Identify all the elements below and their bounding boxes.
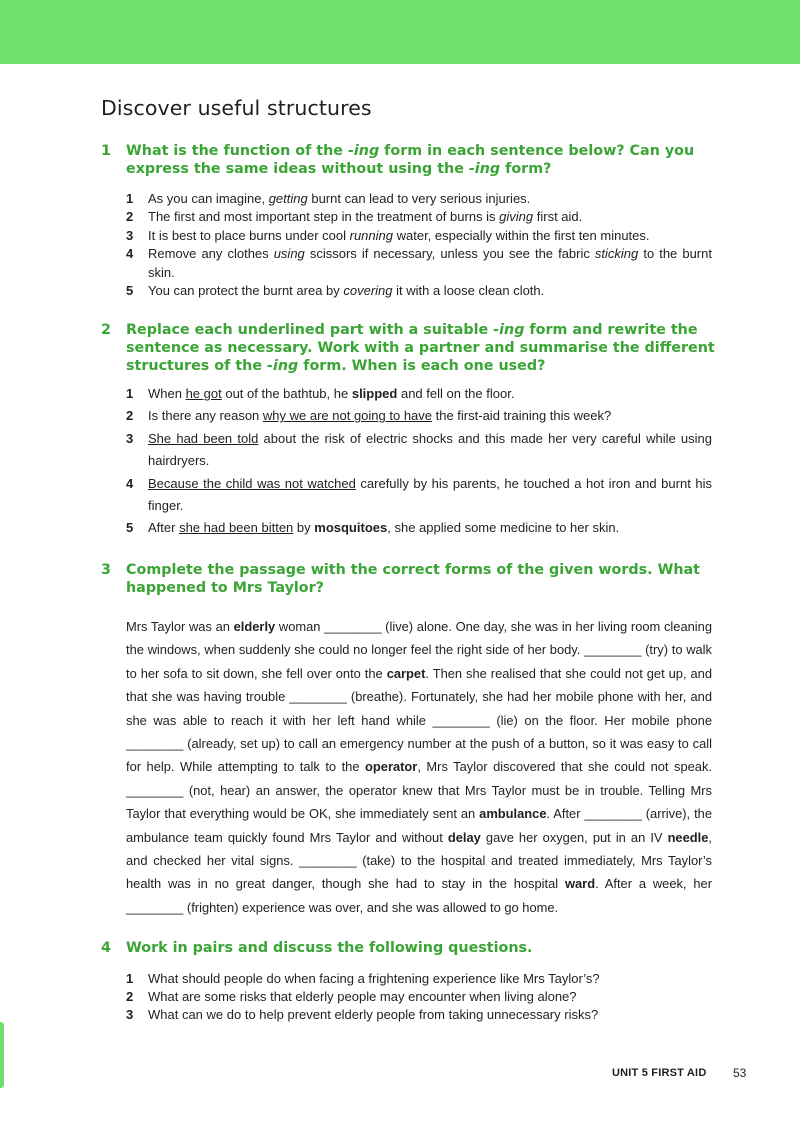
exercise-1-items xyxy=(126,190,712,300)
page-number: 53 xyxy=(733,1066,747,1080)
list-item: 3 It is best to place burns under cool running water, especially within the first ten minutes. xyxy=(126,227,650,243)
exercise-number: 1 xyxy=(101,143,111,159)
list-item: 1 What should people do when facing a frightening experience like Mrs Taylor’s? xyxy=(126,971,600,986)
list-item: 2 What are some risks that elderly people may encounter when living alone? xyxy=(126,989,577,1004)
list-item: 2 Is there any reason why we are not going to have the first-aid training this week? xyxy=(126,408,612,424)
page-title: Discover useful structures xyxy=(101,96,372,120)
list-item: 4 Because the child was not watched carefully by his parents, he touched a hot iron and burnt his finger. xyxy=(126,475,712,514)
exercise-number: 2 xyxy=(101,322,111,338)
exercise-instruction: Replace each underlined part with a suitable -ing form and rewrite the sentence as necessary. Work with a partner and summarise the different structures of the -ing form. When is each one used? xyxy=(126,322,715,374)
side-tab-marker xyxy=(0,1022,4,1088)
list-item: 1 As you can imagine, getting burnt can lead to very serious injuries. xyxy=(126,191,531,206)
list-item: 3 What can we do to help prevent elderly people from taking unnecessary risks? xyxy=(126,1007,599,1022)
exercise-number: 3 xyxy=(101,562,111,578)
exercise-number: 4 xyxy=(101,940,111,956)
exercise-instruction: What is the function of the -ing form in each sentence below? Can you express the same ideas without using the -ing form? xyxy=(126,143,695,177)
header-color-bar xyxy=(0,0,800,64)
exercise-instruction: Work in pairs and discuss the following questions. xyxy=(126,940,533,956)
list-item: 5 After she had been bitten by mosquitoes, she applied some medicine to her skin. xyxy=(126,520,620,536)
list-item: 1 When he got out of the bathtub, he slipped and fell on the floor. xyxy=(126,386,515,401)
exercise-4-heading xyxy=(101,939,721,957)
list-item: 2 The first and most important step in the treatment of burns is giving first aid. xyxy=(126,209,583,225)
list-item: 4 Remove any clothes using scissors if necessary, unless you see the fabric sticking to the burnt skin. xyxy=(126,246,712,280)
exercise-2-heading xyxy=(101,321,721,375)
reading-passage: Mrs Taylor was an elderly woman ________ (live) alone. One day, she was in her living room cleaning the windows, when suddenly she could no longer feel the right side of her body. ________ (try) to walk to her sofa to sit down, she fell over onto the carpet. Then she realised that she could not get up, and that she was having trouble ________ (breathe). Fortunately, she had her mobile phone with her, and she was able to reach it with her left hand while ________ (lie) on the floor. Her mobile phone ________ (already, set up) to call an emergency number at the push of a button, so it was easy to call for help. While attempting to talk to the operator, Mrs Taylor discovered that she could not speak. ________ (not, hear) an answer, the operator knew that Mrs Taylor must be in trouble. Telling Mrs Taylor that everything would be OK, she immediately sent an ambulance. After ________ (arrive), the ambulance team quickly found Mrs Taylor and without delay gave her oxygen, put in an IV needle, and checked her vital signs. ________ (take) to the hospital and treated immediately, Mrs Taylor’s health was in no great danger, though she had to stay in the hospital ward. After a week, her ________ (frighten) experience was over, and she was allowed to go home. xyxy=(126,619,713,915)
exercise-1-heading xyxy=(101,142,721,178)
list-item: 3 She had been told about the risk of electric shocks and this made her very careful while using hairdryers. xyxy=(126,430,713,469)
list-item: 5 You can protect the burnt area by covering it with a loose clean cloth. xyxy=(126,283,545,299)
exercise-4-items xyxy=(126,970,712,1024)
exercise-instruction: Complete the passage with the correct forms of the given words. What happened to Mrs Taylor? xyxy=(126,562,701,596)
exercise-2-items xyxy=(126,383,712,540)
footer-unit-label: UNIT 5 FIRST AID xyxy=(612,1067,707,1079)
exercise-3-heading xyxy=(101,561,721,597)
